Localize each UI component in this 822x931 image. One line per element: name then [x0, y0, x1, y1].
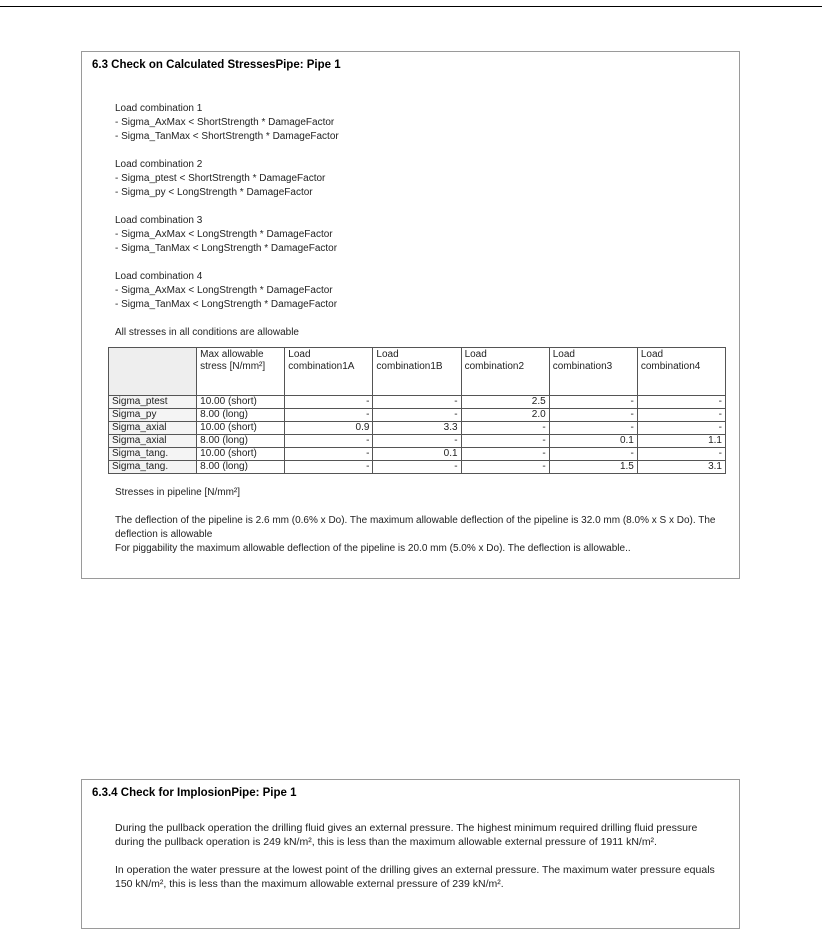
load-combination-title: Load combination 2	[115, 159, 203, 170]
table-cell: Sigma_axial	[109, 435, 197, 448]
table-row	[109, 448, 726, 461]
condition-line: - Sigma_AxMax < LongStrength * DamageFactor	[115, 229, 333, 240]
stress-table	[108, 347, 726, 474]
table-row	[109, 435, 726, 448]
table-cell: 10.00 (short)	[197, 448, 285, 461]
table-cell: -	[373, 409, 461, 422]
table-cell: -	[637, 396, 725, 409]
table-cell: -	[637, 422, 725, 435]
table-header-row	[109, 348, 726, 396]
table-cell: -	[461, 448, 549, 461]
table-cell: -	[285, 409, 373, 422]
table-header-cell: Load combination3	[549, 348, 637, 396]
table-cell: -	[373, 396, 461, 409]
section-title: 6.3.4 Check for ImplosionPipe: Pipe 1	[92, 787, 297, 799]
table-cell: 3.1	[637, 461, 725, 474]
table-cell: 0.1	[373, 448, 461, 461]
table-cell: -	[637, 448, 725, 461]
load-combination-group	[115, 158, 725, 200]
pullback-pressure-text: During the pullback operation the drilling fluid gives an external pressure. The highest minimum required drilling fluid pressure during the pullback operation is 249 kN/m², this is less than the maximum allowable external pressure of 1911 kN/m².	[115, 822, 698, 848]
table-cell: -	[285, 435, 373, 448]
table-cell: 2.0	[461, 409, 549, 422]
deflection-text: The deflection of the pipeline is 2.6 mm (0.6% x Do). The maximum allowable deflection of the pipeline is 32.0 mm (8.0% x S x Do). The deflection is allowable	[115, 515, 716, 540]
table-cell: 0.9	[285, 422, 373, 435]
load-combination-group	[115, 270, 725, 312]
table-row	[109, 461, 726, 474]
load-combination-title: Load combination 4	[115, 271, 203, 282]
table-cell: Sigma_ptest	[109, 396, 197, 409]
table-cell: 10.00 (short)	[197, 396, 285, 409]
table-cell: -	[549, 396, 637, 409]
table-cell: -	[373, 461, 461, 474]
table-header-cell: Load combination1B	[373, 348, 461, 396]
table-cell: 8.00 (long)	[197, 435, 285, 448]
table-cell: -	[549, 409, 637, 422]
condition-line: - Sigma_py < LongStrength * DamageFactor	[115, 187, 313, 198]
allowable-statement: All stresses in all conditions are allowable	[115, 327, 299, 338]
table-cell: -	[461, 422, 549, 435]
table-cell: -	[549, 422, 637, 435]
table-cell: -	[637, 409, 725, 422]
condition-line: - Sigma_ptest < ShortStrength * DamageFactor	[115, 173, 326, 184]
implosion-check-content	[115, 821, 725, 891]
table-cell: -	[285, 461, 373, 474]
page-top-rule	[0, 6, 822, 7]
table-cell: -	[285, 396, 373, 409]
condition-line: - Sigma_TanMax < LongStrength * DamageFactor	[115, 299, 338, 310]
stress-check-panel	[81, 51, 740, 579]
table-cell: Sigma_axial	[109, 422, 197, 435]
section-title: 6.3 Check on Calculated StressesPipe: Pipe 1	[92, 59, 341, 71]
table-cell: -	[373, 435, 461, 448]
table-header-cell: Load combination2	[461, 348, 549, 396]
table-cell: Sigma_tang.	[109, 461, 197, 474]
table-header-cell	[109, 348, 197, 396]
stress-check-content	[112, 102, 725, 556]
water-pressure-text: In operation the water pressure at the lowest point of the drilling gives an external pressure. The maximum water pressure equals 150 kN/m², this is less than the maximum allowable external pressure of 239 kN/m².	[115, 864, 715, 890]
table-cell: 10.00 (short)	[197, 422, 285, 435]
table-header-cell: Load combination1A	[285, 348, 373, 396]
table-cell: -	[461, 461, 549, 474]
table-cell: 1.1	[637, 435, 725, 448]
condition-line: - Sigma_TanMax < ShortStrength * DamageFactor	[115, 131, 339, 142]
table-cell: Sigma_tang.	[109, 448, 197, 461]
table-cell: 3.3	[373, 422, 461, 435]
table-header-cell: Max allowable stress [N/mm²]	[197, 348, 285, 396]
table-cell: 8.00 (long)	[197, 409, 285, 422]
table-cell: 0.1	[549, 435, 637, 448]
table-cell: 1.5	[549, 461, 637, 474]
condition-line: - Sigma_TanMax < LongStrength * DamageFactor	[115, 243, 338, 254]
table-row	[109, 422, 726, 435]
load-combination-title: Load combination 1	[115, 103, 203, 114]
table-cell: Sigma_py	[109, 409, 197, 422]
table-row	[109, 396, 726, 409]
table-cell: 2.5	[461, 396, 549, 409]
table-cell: -	[549, 448, 637, 461]
condition-line: - Sigma_AxMax < LongStrength * DamageFactor	[115, 285, 333, 296]
piggability-text: For piggability the maximum allowable deflection of the pipeline is 20.0 mm (5.0% x Do). The deflection is allowable..	[115, 543, 631, 554]
load-combination-title: Load combination 3	[115, 215, 203, 226]
table-cell: 8.00 (long)	[197, 461, 285, 474]
condition-line: - Sigma_AxMax < ShortStrength * DamageFactor	[115, 117, 335, 128]
implosion-check-panel	[81, 779, 740, 929]
table-cell: -	[285, 448, 373, 461]
load-combination-group	[115, 214, 725, 256]
table-row	[109, 409, 726, 422]
table-header-cell: Load combination4	[637, 348, 725, 396]
table-cell: -	[461, 435, 549, 448]
load-combination-group	[115, 102, 725, 144]
table-caption: Stresses in pipeline [N/mm²]	[115, 487, 241, 498]
